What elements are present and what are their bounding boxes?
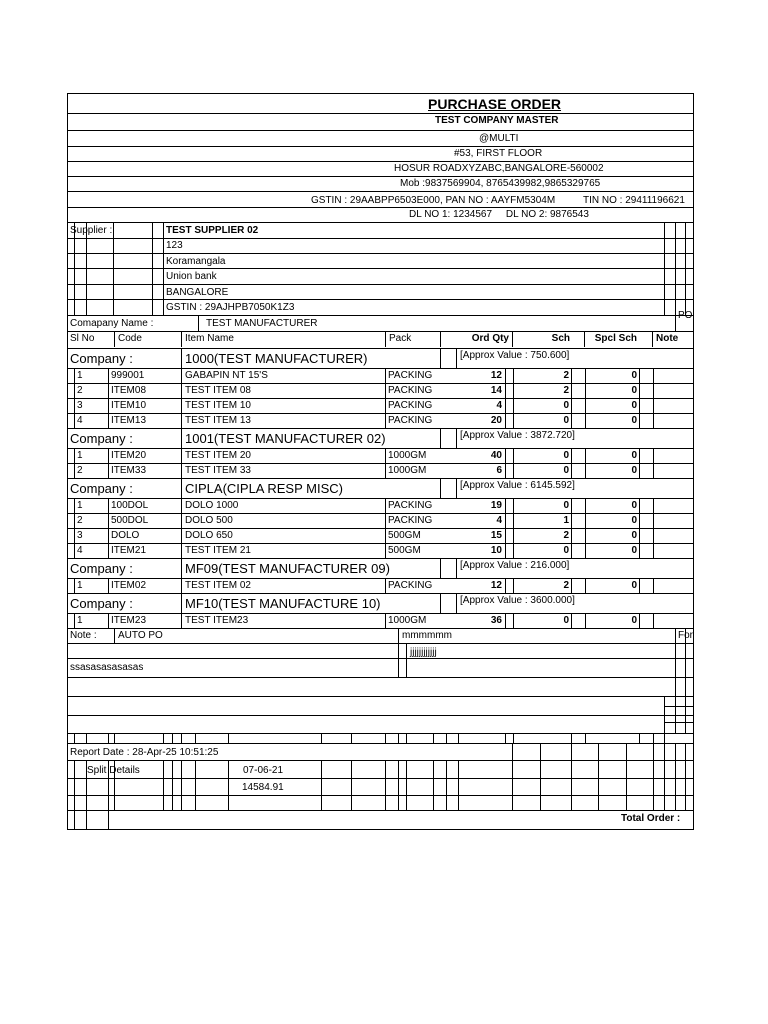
item-name: DOLO 1000 (185, 500, 239, 511)
rule-line (458, 760, 459, 810)
company-address-line2: HOSUR ROADXYZABC,BANGALORE-560002 (394, 163, 604, 174)
item-ord-qty: 20 (490, 415, 502, 426)
rule-line (172, 760, 173, 810)
item-pack: 1000GM (388, 450, 427, 461)
rule-line (67, 696, 694, 697)
item-spcl-sch: 0 (631, 370, 637, 381)
approx-value: [Approx Value : 3872.720] (460, 430, 575, 441)
item-pack: PACKING (388, 515, 433, 526)
rule-line (74, 760, 75, 810)
item-name: GABAPIN NT 15'S (185, 370, 268, 381)
item-sl-no: 3 (77, 530, 83, 541)
item-pack: 500GM (388, 545, 421, 556)
item-spcl-sch: 0 (631, 450, 637, 461)
rule-line (181, 331, 182, 347)
rule-line (67, 677, 694, 678)
company-branch: @MULTI (479, 133, 519, 144)
rule-line (540, 743, 541, 810)
rule-line (385, 331, 386, 347)
rule-line (652, 331, 653, 347)
item-sl-no: 3 (77, 400, 83, 411)
rule-line (675, 222, 676, 315)
rule-line (67, 222, 694, 223)
rule-line (67, 207, 694, 208)
rule-line (74, 810, 75, 830)
rule-line (67, 628, 694, 629)
rule-line (406, 643, 407, 677)
rule-line (67, 253, 694, 254)
item-sl-no: 1 (77, 615, 83, 626)
item-sl-no: 2 (77, 515, 83, 526)
rule-line (86, 733, 87, 743)
company-label: Company : (70, 481, 133, 496)
item-sl-no: 1 (77, 450, 83, 461)
supplier-gstin: GSTIN : 29AJHPB7050K1Z3 (166, 302, 295, 313)
item-pack: PACKING (388, 580, 433, 591)
item-ord-qty: 14 (490, 385, 502, 396)
rule-line (675, 315, 676, 331)
item-spcl-sch: 0 (631, 465, 637, 476)
total-order-label: Total Order : (621, 813, 681, 824)
item-name: TEST ITEM 21 (185, 545, 251, 556)
rule-line (113, 222, 114, 315)
rule-line (67, 715, 694, 716)
rule-line (163, 222, 164, 315)
supplier-line: Koramangala (166, 256, 226, 267)
rule-line (351, 760, 352, 810)
item-pack: PACKING (388, 415, 433, 426)
rule-line (67, 113, 694, 114)
item-code: ITEM13 (111, 415, 147, 426)
rule-line (446, 733, 447, 743)
rule-line (67, 733, 694, 734)
rule-line (675, 743, 676, 810)
item-sch: 0 (563, 450, 569, 461)
rule-line (626, 743, 627, 810)
approx-value: [Approx Value : 750.600] (460, 350, 570, 361)
rule-line (598, 743, 599, 810)
item-spcl-sch: 0 (631, 545, 637, 556)
col-note: Note (656, 333, 679, 344)
company-mobile: Mob :9837569904, 8765439982,9865329765 (400, 178, 601, 189)
rule-line (664, 696, 665, 733)
note-label: Note : (70, 630, 97, 641)
rule-line (67, 743, 694, 744)
rule-line (664, 222, 665, 315)
item-sl-no: 4 (77, 545, 83, 556)
rule-line (67, 130, 694, 131)
item-spcl-sch: 0 (631, 500, 637, 511)
rule-line (433, 733, 434, 743)
rule-line (67, 658, 694, 659)
item-code: ITEM08 (111, 385, 147, 396)
rule-line (406, 733, 407, 743)
rule-line (512, 743, 513, 810)
item-code: ITEM33 (111, 465, 147, 476)
item-spcl-sch: 0 (631, 515, 637, 526)
item-code: DOLO (111, 530, 140, 541)
company-dl-numbers: DL NO 1: 1234567 DL NO 2: 9876543 (409, 209, 589, 220)
item-sch: 2 (563, 530, 569, 541)
rule-line (114, 733, 115, 743)
rule-line (181, 733, 182, 743)
rule-line (86, 810, 87, 830)
rule-line (67, 284, 694, 285)
approx-value: [Approx Value : 216.000] (460, 560, 570, 571)
item-pack: PACKING (388, 370, 433, 381)
rule-line (664, 733, 665, 743)
item-sch: 0 (563, 465, 569, 476)
item-sch: 0 (563, 615, 569, 626)
item-sch: 2 (563, 370, 569, 381)
item-ord-qty: 15 (490, 530, 502, 541)
rule-line (653, 733, 654, 743)
supplier-label: Supplier : (70, 225, 113, 236)
item-sl-no: 2 (77, 465, 83, 476)
item-pack: 500GM (388, 530, 421, 541)
group-name: CIPLA(CIPLA RESP MISC) (185, 481, 343, 496)
rule-line (685, 628, 686, 733)
item-ord-qty: 4 (496, 515, 502, 526)
group-name: MF10(TEST MANUFACTURE 10) (185, 596, 381, 611)
split-details-label: Split Details (87, 765, 140, 776)
rule-line (67, 810, 694, 811)
rule-line (685, 743, 686, 810)
company-address-line1: #53, FIRST FLOOR (454, 148, 543, 159)
item-spcl-sch: 0 (631, 415, 637, 426)
for-label: For (678, 630, 693, 641)
item-ord-qty: 6 (496, 465, 502, 476)
supplier-line: Union bank (166, 271, 217, 282)
item-pack: 1000GM (388, 465, 427, 476)
item-sch: 0 (563, 400, 569, 411)
item-ord-qty: 36 (490, 615, 502, 626)
rule-line (685, 222, 686, 315)
company-gstin-pan: GSTIN : 29AABPP6503E000, PAN NO : AAYFM5304M (311, 195, 556, 206)
item-spcl-sch: 0 (631, 400, 637, 411)
item-sl-no: 1 (77, 500, 83, 511)
item-name: TEST ITEM 33 (185, 465, 251, 476)
item-pack: 1000GM (388, 615, 427, 626)
rule-line (385, 760, 386, 810)
rule-line (67, 161, 694, 162)
item-sch: 0 (563, 415, 569, 426)
item-name: TEST ITEM23 (185, 615, 249, 626)
rule-line (67, 176, 694, 177)
item-sl-no: 4 (77, 415, 83, 426)
rule-line (351, 733, 352, 743)
rule-line (398, 733, 399, 743)
rule-line (114, 331, 115, 347)
rule-line (585, 733, 586, 743)
rule-line (152, 222, 153, 315)
item-code: 999001 (111, 370, 145, 381)
rule-line (67, 299, 694, 300)
item-sch: 2 (563, 385, 569, 396)
rule-line (195, 733, 196, 743)
rule-line (108, 810, 109, 830)
rule-line (172, 733, 173, 743)
rule-line (513, 733, 514, 743)
note-value: AUTO PO (118, 630, 163, 641)
item-name: DOLO 650 (185, 530, 233, 541)
rule-line (505, 733, 506, 743)
rule-line (664, 722, 694, 723)
rule-line (163, 733, 164, 743)
item-pack: PACKING (388, 385, 433, 396)
rule-line (67, 268, 694, 269)
rule-line (398, 760, 399, 810)
rule-line (67, 778, 694, 779)
item-sch: 0 (563, 545, 569, 556)
item-ord-qty: 19 (490, 500, 502, 511)
rule-line (653, 743, 654, 810)
col-spcl-sch: Spcl Sch (594, 333, 637, 344)
rule-line (67, 760, 694, 761)
item-ord-qty: 4 (496, 400, 502, 411)
company-tin: TIN NO : 29411196621 (583, 195, 685, 206)
item-code: ITEM23 (111, 615, 147, 626)
rule-line (108, 733, 109, 743)
rule-line (321, 733, 322, 743)
col-ord-qty: Ord Qty (471, 333, 509, 344)
item-spcl-sch: 0 (631, 580, 637, 591)
rule-line (398, 628, 399, 677)
company-label: Company : (70, 351, 133, 366)
approx-value: [Approx Value : 3600.000] (460, 595, 575, 606)
group-name: MF09(TEST MANUFACTURER 09) (185, 561, 390, 576)
item-pack: PACKING (388, 500, 433, 511)
rule-line (67, 643, 694, 644)
rule-line (664, 743, 665, 810)
company-label: Company : (70, 431, 133, 446)
item-code: ITEM02 (111, 580, 147, 591)
supplier-line: 123 (166, 240, 183, 251)
rule-line (228, 733, 229, 743)
col-item-name: Item Name (185, 333, 234, 344)
item-spcl-sch: 0 (631, 615, 637, 626)
item-ord-qty: 12 (490, 580, 502, 591)
rule-line (458, 733, 459, 743)
rule-line (74, 733, 75, 743)
item-code: ITEM21 (111, 545, 147, 556)
rule-line (433, 760, 434, 810)
manufacturer-label: Comapany Name : (70, 318, 154, 329)
footer-mmm: mmmmmm (402, 630, 452, 641)
rule-line (228, 760, 229, 810)
col-sch: Sch (551, 333, 570, 344)
report-date: Report Date : 28-Apr-25 10:51:25 (70, 747, 219, 758)
rule-line (446, 760, 447, 810)
item-spcl-sch: 0 (631, 530, 637, 541)
item-sl-no: 2 (77, 385, 83, 396)
rule-line (195, 760, 196, 810)
group-name: 1000(TEST MANUFACTURER) (185, 351, 368, 366)
rule-line (675, 628, 676, 733)
item-ord-qty: 10 (490, 545, 502, 556)
item-name: TEST ITEM 13 (185, 415, 251, 426)
item-name: TEST ITEM 20 (185, 450, 251, 461)
rule-line (321, 760, 322, 810)
document-title: PURCHASE ORDER (428, 96, 562, 112)
item-name: TEST ITEM 10 (185, 400, 251, 411)
item-name: DOLO 500 (185, 515, 233, 526)
split-amount: 14584.91 (242, 782, 284, 793)
company-label: Company : (70, 561, 133, 576)
rule-line (639, 733, 640, 743)
item-pack: PACKING (388, 400, 433, 411)
item-code: ITEM10 (111, 400, 147, 411)
item-name: TEST ITEM 08 (185, 385, 251, 396)
item-sch: 0 (563, 500, 569, 511)
rule-line (114, 628, 115, 643)
approx-value: [Approx Value : 6145.592] (460, 480, 575, 491)
company-label: Company : (70, 596, 133, 611)
col-sl-no: Sl No (70, 333, 95, 344)
rule-line (385, 733, 386, 743)
company-name: TEST COMPANY MASTER (435, 115, 559, 126)
rule-line (67, 315, 694, 316)
item-ord-qty: 40 (490, 450, 502, 461)
rule-line (67, 146, 694, 147)
rule-line (664, 706, 694, 707)
rule-line (163, 760, 164, 810)
item-name: TEST ITEM 02 (185, 580, 251, 591)
po-label: PO (678, 310, 693, 321)
item-sl-no: 1 (77, 370, 83, 381)
rule-line (571, 733, 572, 743)
rule-line (67, 238, 694, 239)
rule-line (198, 315, 199, 331)
item-spcl-sch: 0 (631, 385, 637, 396)
footer-ssa: ssasasasasasas (70, 662, 144, 673)
rule-line (67, 795, 694, 796)
group-name: 1001(TEST MANUFACTURER 02) (185, 431, 386, 446)
split-date: 07-06-21 (243, 765, 284, 776)
rule-line (67, 331, 694, 332)
manufacturer-value: TEST MANUFACTURER (206, 318, 318, 329)
footer-jjj: jjjjjjjjjjjj (410, 647, 437, 658)
item-sl-no: 1 (77, 580, 83, 591)
rule-line (406, 760, 407, 810)
item-code: 500DOL (111, 515, 149, 526)
item-code: 100DOL (111, 500, 149, 511)
item-ord-qty: 12 (490, 370, 502, 381)
rule-line (181, 760, 182, 810)
item-sch: 1 (563, 515, 569, 526)
rule-line (571, 743, 572, 810)
item-sch: 2 (563, 580, 569, 591)
rule-line (67, 191, 694, 192)
col-code: Code (118, 333, 142, 344)
supplier-name: TEST SUPPLIER 02 (166, 225, 259, 236)
item-code: ITEM20 (111, 450, 147, 461)
col-pack: Pack (389, 333, 412, 344)
supplier-line: BANGALORE (166, 287, 229, 298)
